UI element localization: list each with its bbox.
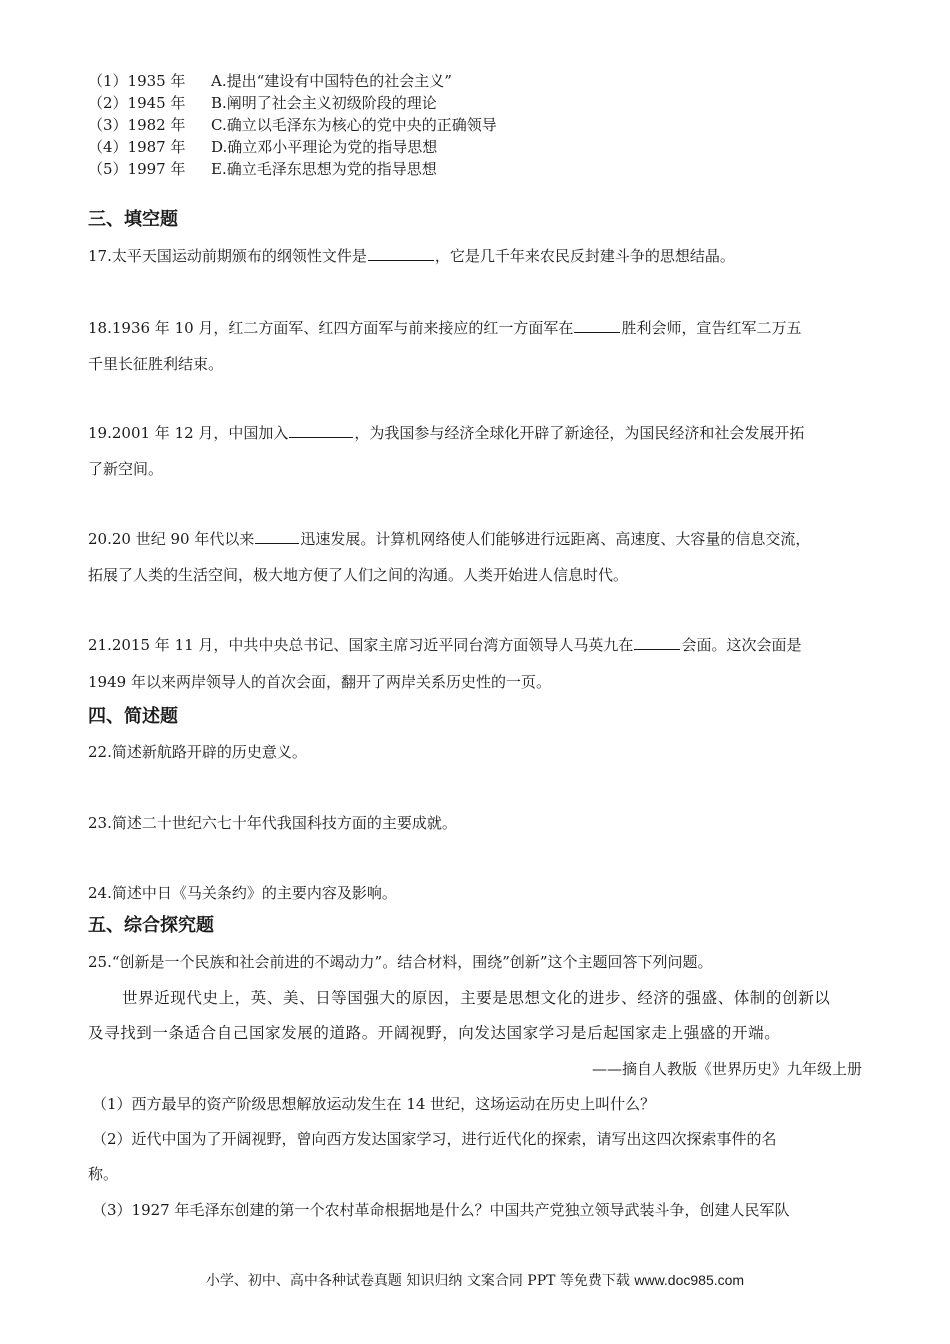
question-text: 17.太平天国运动前期颁布的纲领性文件是 [88, 247, 367, 265]
material-text: 世界近现代史上，英、美、日等国强大的原因，主要是思想文化的进步、经济的强盛、体制的创新以 [122, 989, 831, 1007]
answer-blank[interactable] [289, 422, 353, 438]
question-text: ，它是几千年来农民反封建斗争的思想结晶。 [434, 247, 735, 265]
question-text: 20.20 世纪 90 年代以来 [88, 530, 255, 548]
question-text: 21.2015 年 11 月，中共中央总书记、国家主席习近平同台湾方面领导人马英九在 [88, 636, 634, 654]
question-20 [88, 528, 810, 550]
answer-blank[interactable] [255, 528, 299, 544]
question-18 [88, 317, 801, 339]
sub-question-3: （3）1927 年毛泽东创建的第一个农村革命根据地是什么？中国共产党独立领导武装斗争，创建人民军队 [92, 1201, 790, 1219]
question-text: ，为我国参与经济全球化开辟了新途径，为国民经济和社会发展开拓 [354, 424, 805, 442]
matching-option: E.确立毛泽东思想为党的指导思想 [211, 160, 437, 178]
question-text: 迅速发展。计算机网络使人们能够进行远距离、高速度、大容量的信息交流， [300, 530, 811, 548]
matching-option: B.阐明了社会主义初级阶段的理论 [211, 94, 437, 112]
sub-question-2: （2）近代中国为了开阔视野，曾向西方发达国家学习，进行近代化的探索，请写出这四次探索事件的名 [92, 1130, 777, 1148]
question-text: 会面。这次会面是 [681, 636, 802, 654]
question-text: 19.2001 年 12 月，中国加入 [88, 424, 289, 442]
matching-year: （2）1945 年 [88, 94, 186, 112]
footer-text: 小学、初中、高中各种试卷真题 知识归纳 文案合同 PPT 等免费下载 [205, 1273, 630, 1289]
question-text: 18.1936 年 10 月，红二方面军、红四方面军与前来接应的红一方面军在 [88, 319, 574, 337]
answer-blank[interactable] [634, 634, 680, 650]
answer-blank[interactable] [368, 245, 434, 261]
sub-question-2-line2: 称。 [88, 1165, 119, 1183]
question-text: 胜利会师，宣告红军二万五 [621, 319, 802, 337]
matching-option: D.确立邓小平理论为党的指导思想 [211, 138, 438, 156]
matching-year: （1）1935 年 [88, 72, 186, 90]
page-footer [0, 1270, 950, 1291]
section-title-short-answer: 四、简述题 [88, 706, 178, 727]
question-17 [88, 245, 735, 267]
question-20-line2: 拓展了人类的生活空间，极大地方便了人们之间的沟通。人类开始进人信息时代。 [88, 566, 629, 584]
section-title-fill-blank: 三、填空题 [88, 209, 178, 230]
question-21 [88, 634, 801, 656]
question-22: 22.简述新航路开辟的历史意义。 [88, 743, 307, 761]
answer-blank[interactable] [574, 317, 620, 333]
question-19 [88, 422, 804, 444]
matching-year: （4）1987 年 [88, 138, 186, 156]
matching-year: （5）1997 年 [88, 160, 186, 178]
sub-question-1: （1）西方最早的资产阶级思想解放运动发生在 14 世纪，这场运动在历史上叫什么？ [92, 1095, 656, 1113]
question-24: 24.简述中日《马关条约》的主要内容及影响。 [88, 884, 397, 902]
matching-option: A.提出“建设有中国特色的社会主义” [211, 72, 452, 90]
matching-year: （3）1982 年 [88, 116, 186, 134]
footer-link[interactable]: www.doc985.com [634, 1272, 745, 1288]
material-text: 及寻找到一条适合自己国家发展的道路。开阔视野，向发达国家学习是后起国家走上强盛的开端。 [88, 1024, 781, 1042]
section-title-inquiry: 五、综合探究题 [88, 915, 214, 936]
question-19-line2: 了新空间。 [88, 460, 164, 478]
question-25: 25.“创新是一个民族和社会前进的不竭动力”。结合材料，围绕”创新”这个主题回答下列问题。 [88, 953, 713, 971]
question-21-line2: 1949 年以来两岸领导人的首次会面，翻开了两岸关系历史性的一页。 [88, 673, 551, 691]
question-18-line2: 千里长征胜利结束。 [88, 355, 224, 373]
question-23: 23.简述二十世纪六七十年代我国科技方面的主要成就。 [88, 814, 457, 832]
matching-option: C.确立以毛泽东为核心的党中央的正确领导 [211, 116, 497, 134]
material-source: ——摘自人教版《世界历史》九年级上册 [591, 1060, 862, 1078]
